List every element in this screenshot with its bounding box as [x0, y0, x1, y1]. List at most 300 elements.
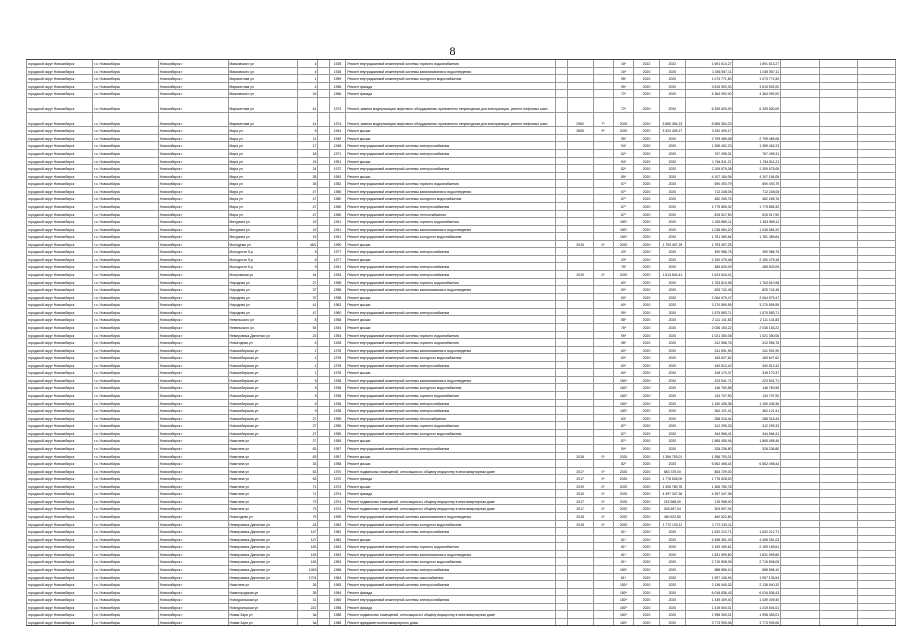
cell-year: 1928 — [329, 68, 346, 75]
cell-street: Народная ул — [228, 286, 298, 293]
cell-work: Ремонт внутридомовой инженерной системы холодного водоснабжения — [345, 558, 555, 565]
cell-year: 1965 — [329, 581, 346, 588]
cell-e4 — [857, 543, 896, 550]
cell-e2 — [780, 422, 819, 429]
table-row — [26, 400, 896, 408]
cell-house: 79 — [297, 513, 317, 520]
cell-year: 1938 — [329, 407, 346, 414]
cell-house: 147 — [297, 536, 317, 543]
cell-e2 — [780, 203, 819, 210]
cell-street: Народная ул — [228, 309, 298, 316]
table-row — [26, 324, 896, 332]
cell-e1: 288 316,44 — [732, 415, 780, 422]
cell-fund-flag — [555, 127, 566, 134]
cell-letter — [317, 241, 328, 248]
cell-e4 — [857, 195, 896, 202]
cell-share — [593, 142, 613, 149]
cell-e1 — [732, 521, 780, 528]
cell-owner: городской округ Новосибирск — [26, 226, 92, 233]
cell-e4 — [857, 263, 896, 270]
cell-e2 — [780, 581, 819, 588]
cell-city: г.о. Новосибирск — [92, 415, 158, 422]
cell-work: Ремонт крыши — [345, 316, 555, 323]
cell-district: Новосибирск г — [158, 211, 228, 218]
cell-e2 — [780, 180, 819, 187]
cell-street: Мира ул — [228, 165, 298, 172]
cell-ownership-year — [567, 188, 593, 195]
cell-sum-b: 362 121,41 — [685, 407, 733, 414]
cell-district: Новосибирск г — [158, 543, 228, 550]
cell-year-b: 2020 — [633, 490, 659, 497]
cell-ownership-year — [567, 173, 593, 180]
cell-sum-b: 1 781 389,64 — [685, 233, 733, 240]
cell-e4 — [857, 316, 896, 323]
cell-street: Народная ул — [228, 294, 298, 301]
cell-e2 — [780, 505, 819, 512]
cell-sum-b: 1 073 771,50 — [685, 75, 733, 82]
cell-ownership-year — [567, 400, 593, 407]
cell-street: Мопровская ул — [228, 271, 298, 278]
cell-city: г.о. Новосибирск — [92, 574, 158, 581]
cell-e4 — [857, 188, 896, 195]
cell-city: г.о. Новосибирск — [92, 407, 158, 414]
cell-e2 — [780, 596, 819, 603]
cell-city: г.о. Новосибирск — [92, 392, 158, 399]
cell-share — [593, 135, 613, 142]
cell-owner: городской округ Новосибирск — [26, 294, 92, 301]
cell-owner: городской округ Новосибирск — [26, 279, 92, 286]
cell-e1: 4 364 092,00 — [732, 90, 780, 97]
cell-sum-a: 2020 — [659, 354, 685, 361]
cell-district: Новосибирск г — [158, 347, 228, 354]
cell-share — [593, 256, 613, 263]
cell-district: Новосибирск г — [158, 127, 228, 134]
cell-e1: 2 799 485,08 — [732, 135, 780, 142]
cell-owner: городской округ Новосибирск — [26, 203, 92, 210]
cell-house: 63 — [297, 475, 317, 482]
cell-city: г.о. Новосибирск — [92, 68, 158, 75]
cell-fund-flag — [555, 263, 566, 270]
cell-owner: городской округ Новосибирск — [26, 422, 92, 429]
cell-district: Новосибирск г — [158, 98, 228, 112]
cell-owner: городской округ Новосибирск — [26, 437, 92, 444]
cell-year-b: 2020 — [633, 173, 659, 180]
table-row — [26, 226, 896, 234]
cell-house: 24 — [297, 521, 317, 528]
cell-district: Новосибирск г — [158, 362, 228, 369]
cell-city: г.о. Новосибирск — [92, 195, 158, 202]
cell-year-b: 2020 — [633, 528, 659, 535]
cell-letter — [317, 263, 328, 270]
cell-house: 27 — [297, 415, 317, 422]
cell-year-a: 67* — [613, 203, 633, 210]
cell-owner: городской округ Новосибирск — [26, 543, 92, 550]
table-row — [26, 150, 896, 158]
cell-year-a: 61* — [613, 536, 633, 543]
cell-share — [593, 316, 613, 323]
cell-fund-flag — [555, 596, 566, 603]
cell-share — [593, 574, 613, 581]
cell-district: Новосибирск г — [158, 286, 228, 293]
cell-e4 — [857, 558, 896, 565]
cell-sum-b: 4 364 092,00 — [685, 90, 733, 97]
cell-e2 — [780, 226, 819, 233]
cell-share: 0* — [593, 468, 613, 475]
cell-year: 1955 — [329, 415, 346, 422]
cell-street: Немировича-Данченко ул — [228, 521, 298, 528]
cell-fund-flag — [555, 407, 566, 414]
table-row — [26, 158, 896, 166]
cell-work: Ремонт фасада — [345, 589, 555, 596]
cell-ownership-year — [567, 369, 593, 376]
cell-house: 9 — [297, 407, 317, 414]
cell-sum-a: 2020 — [659, 589, 685, 596]
cell-fund-flag — [555, 566, 566, 573]
cell-year-b: 2020 — [633, 589, 659, 596]
cell-year-a: 61* — [613, 558, 633, 565]
cell-year: 1988 — [329, 619, 346, 626]
cell-fund-flag — [555, 490, 566, 497]
cell-district: Новосибирск г — [158, 309, 228, 316]
cell-city: г.о. Новосибирск — [92, 596, 158, 603]
cell-e4 — [857, 332, 896, 339]
cell-street: Маяковского ул — [228, 60, 298, 67]
cell-e4 — [857, 498, 896, 505]
cell-sum-a: 2020 — [659, 263, 685, 270]
cell-sum-a: 460 522,80 — [659, 513, 685, 520]
cell-e4 — [857, 150, 896, 157]
table-row — [26, 513, 896, 521]
cell-letter — [317, 279, 328, 286]
table-row — [26, 301, 896, 309]
cell-share — [593, 98, 613, 112]
cell-sum-a: 2020 — [659, 362, 685, 369]
cell-e1 — [732, 490, 780, 497]
cell-fund-flag — [555, 558, 566, 565]
cell-city: г.о. Новосибирск — [92, 422, 158, 429]
cell-e2 — [780, 173, 819, 180]
cell-e3 — [819, 392, 858, 399]
cell-e4 — [857, 256, 896, 263]
cell-sum-b: 1 036 584,20 — [685, 226, 733, 233]
cell-year-b: 2020 — [633, 332, 659, 339]
cell-e3 — [819, 430, 858, 437]
cell-work: Ремонт фасада — [345, 490, 555, 497]
cell-street: Мармонтова ул — [228, 83, 298, 90]
cell-district: Новосибирск г — [158, 233, 228, 240]
cell-e4 — [857, 528, 896, 535]
cell-owner: городской округ Новосибирск — [26, 611, 92, 618]
cell-sum-b: 1 359 462,23 — [685, 142, 733, 149]
cell-year-a: 98* — [613, 339, 633, 346]
cell-year-a: 180* — [613, 566, 633, 573]
cell-street: Мичурина ул — [228, 218, 298, 225]
cell-e3 — [819, 558, 858, 565]
cell-e4 — [857, 75, 896, 82]
cell-e1: 1 359 462,23 — [732, 142, 780, 149]
cell-work: Ремонт крыши — [345, 294, 555, 301]
cell-owner: городской округ Новосибирск — [26, 468, 92, 475]
cell-work: Ремонт крыши — [345, 301, 555, 308]
cell-sum-a: 2020 — [659, 536, 685, 543]
cell-e2 — [780, 437, 819, 444]
cell-fund-flag — [555, 415, 566, 422]
cell-sum-a: 2020 — [659, 75, 685, 82]
cell-e1 — [732, 453, 780, 460]
cell-share — [593, 437, 613, 444]
cell-district: Новосибирск г — [158, 173, 228, 180]
cell-year: 1974 — [329, 98, 346, 112]
cell-e3 — [819, 377, 858, 384]
cell-district: Новосибирск г — [158, 90, 228, 97]
cell-district: Новосибирск г — [158, 611, 228, 618]
cell-letter — [317, 324, 328, 331]
cell-year-a: 2020 — [613, 113, 633, 127]
cell-e3 — [819, 589, 858, 596]
cell-fund-flag — [555, 180, 566, 187]
cell-e4 — [857, 596, 896, 603]
cell-year: 1957 — [329, 445, 346, 452]
cell-fund-flag — [555, 468, 566, 475]
cell-letter — [317, 173, 328, 180]
cell-e1: 183 627,62 — [732, 354, 780, 361]
cell-year: 1970 — [329, 468, 346, 475]
cell-e1: 767 495,31 — [732, 150, 780, 157]
cell-e1: 1 997 136,94 — [732, 574, 780, 581]
cell-e1: 1 632 212,71 — [732, 528, 780, 535]
cell-e3 — [819, 188, 858, 195]
cell-sum-a: 2020 — [659, 188, 685, 195]
cell-letter — [317, 316, 328, 323]
cell-city: г.о. Новосибирск — [92, 400, 158, 407]
cell-sum-a: 2020 — [659, 83, 685, 90]
cell-city: г.о. Новосибирск — [92, 203, 158, 210]
cell-year: 1958 — [329, 294, 346, 301]
table-row — [26, 498, 896, 506]
cell-e4 — [857, 309, 896, 316]
cell-share — [593, 75, 613, 82]
cell-share — [593, 551, 613, 558]
cell-street: Новая Заря ул — [228, 619, 298, 626]
cell-e2 — [780, 619, 819, 626]
cell-street: Новосибирская ул — [228, 384, 298, 391]
cell-year-a: 61* — [613, 574, 633, 581]
cell-district: Новосибирск г — [158, 369, 228, 376]
cell-district: Новосибирск г — [158, 324, 228, 331]
cell-e3 — [819, 490, 858, 497]
cell-e4 — [857, 127, 896, 134]
cell-house: 11 — [297, 135, 317, 142]
cell-work: Ремонт внутридомовой инженерной системы холодного водоснабжения — [345, 195, 555, 202]
cell-year-a: 60* — [613, 279, 633, 286]
cell-fund-flag — [555, 83, 566, 90]
cell-e3 — [819, 218, 858, 225]
cell-year: 1980 — [329, 195, 346, 202]
cell-ownership-year — [567, 392, 593, 399]
cell-sum-b: 1 764 811,21 — [685, 158, 733, 165]
cell-e1: 588 856,10 — [732, 566, 780, 573]
cell-house: 47 — [297, 195, 317, 202]
cell-year: 1951 — [329, 158, 346, 165]
cell-e4 — [857, 611, 896, 618]
cell-city: г.о. Новосибирск — [92, 483, 158, 490]
cell-e2 — [780, 195, 819, 202]
cell-city: г.о. Новосибирск — [92, 211, 158, 218]
cell-year: 1938 — [329, 392, 346, 399]
cell-year-b: 2020 — [633, 521, 659, 528]
cell-e1: 2 159 169,61 — [732, 543, 780, 550]
table-row — [26, 279, 896, 287]
table-row — [26, 286, 896, 294]
cell-e3 — [819, 75, 858, 82]
cell-street: Немировича-Данченко ул — [228, 566, 298, 573]
cell-ownership-year — [567, 279, 593, 286]
cell-ownership-year: 2015 — [567, 241, 593, 248]
cell-district: Новосибирск г — [158, 483, 228, 490]
cell-street: Немировича-Данченко ул — [228, 558, 298, 565]
cell-year: 1941 — [329, 218, 346, 225]
cell-sum-b: 2 799 485,08 — [685, 135, 733, 142]
cell-e4 — [857, 422, 896, 429]
table-row — [26, 75, 896, 83]
cell-street: Молодежи ул — [228, 241, 298, 248]
table-row — [26, 60, 896, 68]
cell-owner: городской округ Новосибирск — [26, 596, 92, 603]
cell-ownership-year: 2960 — [567, 113, 593, 127]
cell-e2 — [780, 543, 819, 550]
cell-house: 147 — [297, 528, 317, 535]
cell-fund-flag — [555, 173, 566, 180]
cell-work: Ремонт внутридомовой инженерной системы электроснабжения — [345, 400, 555, 407]
cell-work: Ремонт внутридомовой инженерной системы газоснабжения — [345, 574, 555, 581]
cell-district: Новосибирск г — [158, 135, 228, 142]
cell-ownership-year — [567, 445, 593, 452]
table-row — [26, 384, 896, 392]
cell-city: г.о. Новосибирск — [92, 286, 158, 293]
cell-street: Новосибирская ул — [228, 422, 298, 429]
cell-sum-a: 2020 — [659, 415, 685, 422]
cell-sum-a: 2020 — [659, 226, 685, 233]
cell-fund-flag — [555, 226, 566, 233]
table-row — [26, 316, 896, 324]
cell-house: 27 — [297, 279, 317, 286]
cell-ownership-year — [567, 75, 593, 82]
cell-fund-flag — [555, 113, 566, 127]
cell-letter — [317, 437, 328, 444]
cell-house: 19 — [297, 218, 317, 225]
cell-city: г.о. Новосибирск — [92, 505, 158, 512]
cell-owner: городской округ Новосибирск — [26, 173, 92, 180]
cell-city: г.о. Новосибирск — [92, 384, 158, 391]
cell-share — [593, 294, 613, 301]
cell-year-a: 82* — [613, 460, 633, 467]
cell-work: Ремонт внутридомовой инженерной системы электроснабжения — [345, 445, 555, 452]
cell-e3 — [819, 483, 858, 490]
cell-e1: 1 021 350,06 — [732, 332, 780, 339]
cell-e4 — [857, 377, 896, 384]
cell-letter — [317, 490, 328, 497]
cell-street: Новосибирская ул — [228, 377, 298, 384]
cell-e4 — [857, 226, 896, 233]
cell-year-a: 95* — [613, 332, 633, 339]
cell-ownership-year — [567, 611, 593, 618]
cell-year: 1928 — [329, 60, 346, 67]
cell-letter — [317, 589, 328, 596]
cell-e3 — [819, 127, 858, 134]
cell-e3 — [819, 505, 858, 512]
cell-e1: 485 833,09 — [732, 263, 780, 270]
cell-year-a: 60* — [613, 347, 633, 354]
cell-sum-b: 1 439 409,40 — [685, 596, 733, 603]
cell-sum-b: 2 036 153,22 — [685, 324, 733, 331]
cell-city: г.о. Новосибирск — [92, 475, 158, 482]
cell-e2 — [780, 83, 819, 90]
cell-city: г.о. Новосибирск — [92, 551, 158, 558]
cell-year-a: 180* — [613, 226, 633, 233]
cell-ownership-year — [567, 248, 593, 255]
cell-year-b: 2020 — [633, 218, 659, 225]
cell-sum-a: 2020 — [659, 316, 685, 323]
cell-e3 — [819, 596, 858, 603]
cell-sum-b: 1 613 544,41 — [685, 271, 733, 278]
cell-ownership-year — [567, 60, 593, 67]
cell-letter — [317, 248, 328, 255]
cell-city: г.о. Новосибирск — [92, 332, 158, 339]
cell-e2 — [780, 127, 819, 134]
cell-district: Новосибирск г — [158, 589, 228, 596]
cell-street: Немировича-Данченко ул — [228, 574, 298, 581]
cell-fund-flag — [555, 150, 566, 157]
cell-district: Новосибирск г — [158, 422, 228, 429]
cell-street: Немировича-Данченко ул — [228, 536, 298, 543]
cell-street: Никитина ул — [228, 505, 298, 512]
cell-owner: городской округ Новосибирск — [26, 286, 92, 293]
cell-work: Ремонт внутридомовой инженерной системы электроснабжения — [345, 150, 555, 157]
cell-year-b: 2020 — [633, 127, 659, 134]
cell-sum-a: 2020 — [659, 619, 685, 626]
cell-e1: 1 150 436,36 — [732, 400, 780, 407]
cell-share — [593, 347, 613, 354]
cell-e1: 1 775 865,32 — [732, 203, 780, 210]
cell-street: Новосибирская ул — [228, 400, 298, 407]
cell-year-a: 87* — [613, 422, 633, 429]
cell-sum-b: 2 064 579,47 — [685, 294, 733, 301]
cell-e2 — [780, 490, 819, 497]
cell-share: 0* — [593, 505, 613, 512]
cell-e1: 2 150 475,48 — [732, 256, 780, 263]
cell-street: Молодости б-р — [228, 263, 298, 270]
cell-fund-flag — [555, 241, 566, 248]
cell-e1: 6 339 600,00 — [732, 98, 780, 112]
cell-work: Ремонт подвальных помещений, относящихся к общему имуществу в многоквартирном доме — [345, 611, 555, 618]
cell-work: Ремонт внутридомовой инженерной системы канализования и водоотведения — [345, 513, 555, 520]
cell-year-a: 2020 — [613, 241, 633, 248]
cell-sum-a: 2020 — [659, 233, 685, 240]
cell-year-b: 2020 — [633, 513, 659, 520]
table-row — [26, 415, 896, 423]
cell-e3 — [819, 316, 858, 323]
cell-work: Ремонт фасада — [345, 83, 555, 90]
cell-share — [593, 324, 613, 331]
cell-e4 — [857, 233, 896, 240]
cell-share — [593, 611, 613, 618]
cell-year-b: 2020 — [633, 309, 659, 316]
cell-letter — [317, 180, 328, 187]
cell-street: Новосибирская ул — [228, 407, 298, 414]
table-row — [26, 248, 896, 256]
cell-owner: городской округ Новосибирск — [26, 369, 92, 376]
cell-letter — [317, 60, 328, 67]
